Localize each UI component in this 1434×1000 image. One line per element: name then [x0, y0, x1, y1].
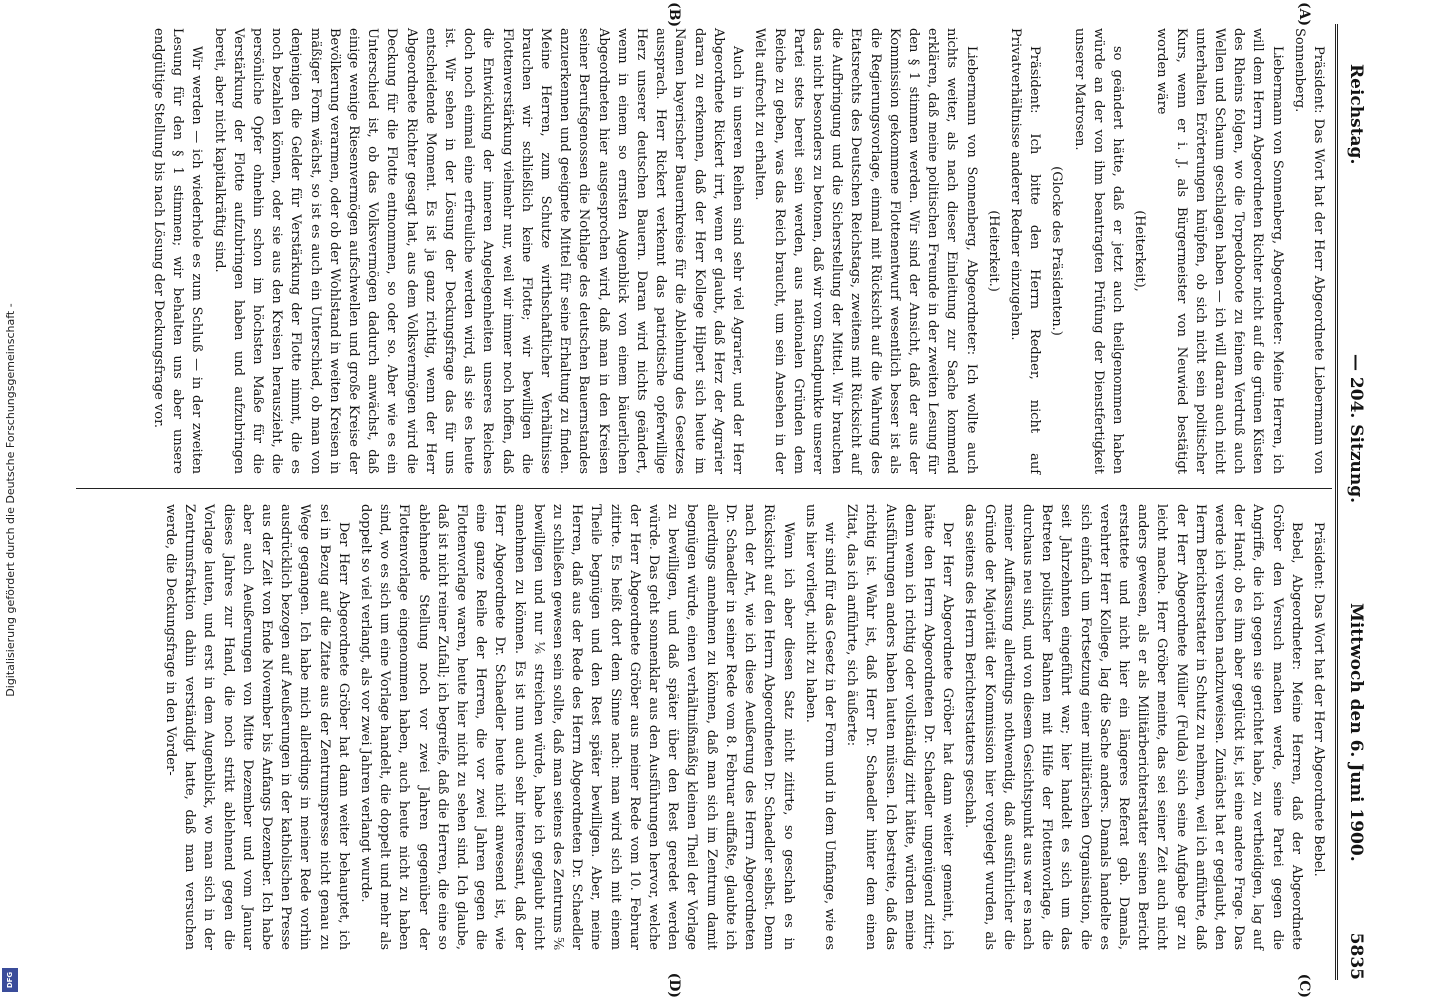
header-date [1346, 603, 1366, 980]
dfg-logo-text: DFG [6, 971, 14, 989]
header-rule [1335, 24, 1338, 980]
header-session: — 204. Sitzung. [1346, 354, 1366, 504]
left-column [146, 28, 1328, 474]
paragraph: Liebermann von Sonnenberg, Abgeordneter: Ich wollte auch nichts weiter, als nach dieser Einleitung zur Sache kommend erklären, daß meine politischen Freunde in der zweiten Lesung für den § 1 stimmen werden. Wir sind der Ansicht, daß der aus der Kommission gekommene Flottenentwurf wesentlich besser ist als die Regierungsvorlage, einmal mit Rücksicht auf die Wahrung des Etatsrechts des Deutschen Reichstags, zweitens mit Rücksicht auf die Aufbringung und die Sicherstellung der Mittel. Wir brauchen das nicht besonders zu betonen, daß wir vom Standpunkte unserer Partei stets bereit sein werden, aus nationalen Gründen dem Reiche zu geben, was das Reich braucht, um sein Ansehen in der Welt aufrecht zu erhalten. [752, 28, 979, 474]
paragraph: so geändert hätte, daß er jetzt auch theilgenommen haben würde an der von ihm beantragten Prüfung der Dienstfertigkeit unserer Matrosen. [1071, 28, 1125, 474]
dfg-logo [2, 968, 18, 992]
header-title: Reichstag. [1346, 64, 1366, 165]
header-date-text: Mittwoch den 6. Juni 1900. [1346, 603, 1366, 862]
margin-marker-a: (A) [1296, 2, 1312, 27]
column-divider [76, 488, 1332, 489]
paragraph: Auch in unseren Reihen sind sehr viel Agrarier, und der Herr Abgeordnete Rickert irrt, wenn er glaubt, daß Herz der Agrarier daran zu erkennen, daß der Herr Kollege Hilpert sich heute im Namen bayerischer Bauernkreise für die Ablehnung des Gesetzes aussprach. Herr Rickert verkennt das patriotische opferwillige Herz unserer deutschen Bauern. Daran wird nichts geändert, wenn in einem so ernsten Augenblick von einem bäuerlichen Abgeordneten hier ausgesprochen wird, daß man in den Kreisen seiner Berufsgenossen die Nothlage des deutschen Bauernstandes anzuerkennen und geeignete Mittel für seine Erhaltung zu finden. Meine Herren, zum Schutze wirthschaftlicher Verhältnisse brauchen wir schließlich keine Flotte; wir bewilligen die Flottenverstärkung vielmehr nur, weil wir immer noch hoffen, daß die Entwicklung der inneren Angelegenheiten unseres Reiches doch noch einmal eine erfreuliche werden wird, als sie es heute ist. Wir sehen in der Lösung der Deckungsfrage das für uns entscheidende Moment. Es ist ja ganz richtig, wenn der Herr Abgeordnete Richter gesagt hat, aus dem Volksvermögen wird die Deckung für die Flotte entnommen, so oder so. Aber wie es ein Unterschied ist, ob das Volksvermögen dadurch anwächst, daß einige wenige Riesenvermögen aufschwellen und große Kreise der Bevölkerung verarmen, oder ob der Wohlstand in weiten Kreisen in mäßiger Form wächst, so ist es auch ein Unterschied, ob man von denjenigen die Gelder für Verstärkung der Flotte nimmt, die es noch bezahlen können, oder sie aus den Kreisen herauszieht, die persönliche Opfer ohnehin schon im höchsten Maße für die Verstärkung der Flotte aufzubringen haben und aufzubringen bereit, aber nicht kapitalkräftig sind. [211, 28, 746, 474]
paragraph: (Heiterkeit), [1132, 210, 1148, 292]
paragraph: (Heiterkeit.) [985, 210, 1001, 292]
paragraph: Präsident: Ich bitte den Herrn Redner, nicht auf Privatverhältnisse anderer Redner einzugehen. [1007, 28, 1043, 474]
margin-marker-c: (C) [1296, 973, 1312, 998]
right-column [158, 504, 1328, 950]
page-number: 5835 [1346, 932, 1366, 980]
paragraph: wir sind für das Gesetz in der Form und in dem Umfange, wie es uns hier vorliegt, nicht zu haben. [802, 504, 837, 950]
margin-marker-b: (B) [666, 2, 682, 28]
paragraph: Der Herr Abgeordnete Gröber hat dann weiter behauptet, ich sei in Bezug auf die Zitate aus der Zentrumspresse nicht genau zu Wege gegangen. Ich habe mich allerdings in meiner Rede vorhin ausdrücklich bezogen auf Aeußerungen in der katholischen Presse aus der Zeit von Ende November bis Anfangs Dezember. Ich habe aber auch Aeußerungen von Mitte Dezember und vom Januar dieses Jahres zur Hand, die noch strikt ablehnend gegen die Vorlage lauten, und erst in dem Augenblick, wo man sich in der Zentrumsfraktion dahin verständigt hatte, daß man versuchen werde, die Deckungsfrage in den Vorder- [163, 504, 351, 950]
paragraph: Wenn ich aber diesen Satz nicht zitirte, so geschah es in Rücksicht auf den Herrn Abgeordneten Dr. Schaedler selbst. Denn nach der Art, wie ich diese Aeußerung des Herrn Abgeordneten Dr. Schaedler in seiner Rede vom 8. Februar auffaßte, glaubte ich allerdings annehmen zu können, daß man sich im Zentrum damit begnügen würde, einen verhältnißmäßig kleinen Theil der Vorlage zu bewilligen, und daß später über den Rest geredet werden würde. Das geht sonnenklar aus den Ausführungen hervor, welche der Herr Abgeordnete Gröber aus meiner Rede vom 10. Februar zitirte. Es heißt dort dem Sinne nach: man wird sich mit einem Theile begnügen und den Rest später bewilligen. Aber, meine Herren, daß aus der Rede des Herrn Abgeordneten Dr. Schaedler zu schließen gewesen sein sollte, daß man seitens des Zentrums ⅚ bewilligen und nur ⅙ streichen würde, habe ich geglaubt nicht annehmen zu können. Es ist nun auch sehr interessant, daß der Herr Abgeordnete Dr. Schaedler heute nicht anwesend ist, wie eine ganze Reihe der Herren, die vor zwei Jahren gegen die Flottenvorlage waren, heute hier nicht zu sehen sind. Ich glaube, daß ist nicht reiner Zufall; ich begreife, daß die Herren, die eine so ablehnende Stellung noch vor zwei Jahren gegenüber der Flottenvorlage eingenommen haben, auch heute nicht zu haben sind, wo es sich um eine Vorlage handelt, die doppelt und mehr als doppelt so viel verlangt, als vor zwei Jahren verlangt wurde. [358, 504, 796, 950]
paragraph: Liebermann von Sonnenberg, Abgeordneter: Meine Herren, ich will dem Herrn Abgeordneten Richter nicht auf die grünen Küsten des Rheins folgen, wo die Torpedoboote zu feinem Verdruß auch Wellen und Schaum geschlagen haben — ich will daran auch nicht unterhalten Erörterungen knüpfen, ob sich nicht sein politischer Kurs, wenn er i. J. als Bürgermeister von Neuwied bestätigt worden wäre [1154, 28, 1285, 474]
newspaper-page [52, 2, 1382, 998]
page-header [1342, 24, 1372, 980]
paragraph: (Glocke des Präsidenten.) [1049, 166, 1065, 336]
paragraph: Präsident: Das Wort hat der Herr Abgeordnete Liebermann von Sonnenberg. [1291, 28, 1326, 474]
paragraph: Bebel, Abgeordneter: Meine Herren, daß der Abgeordnete Gröber den Versuch machen werde, seine Partei gegen die Angriffe, die ich gegen sie gerichtet habe, zu vertheidigen, lag auf der Hand; ob es ihm aber geglückt ist, ist eine andere Frage. Das werde ich versuchen nachzuweisen. Zunächst hat er geglaubt, den Herrn Berichterstatter in Schutz zu nehmen, weil ich anführte, daß der Herr Abgeordnete Müller (Fulda) sich seine Aufgabe gar zu leicht mache. Herr Gröber meinte, das sei seiner Zeit auch nicht anders gewesen, als er als Militärberichterstatter seinen Bericht erstattete und nicht hier ein längeres Referat gab. Damals, verehrter Herr Kollege, lag die Sache anders. Damals handelte es sich einfach um Fortsetzung einer militärischen Organisation, die seit Jahrzehnten eingeführt war; hier handelt es sich um das Betreten politischer Bahnen mit Hilfe der Flottenvorlage, die durchaus neu sind, und von diesem Gesichtspunkt aus war es nach meiner Auffassung allerdings nothwendig, daß ausführlicher die Gründe der Majorität der Kommission hier vorgelegt wurden, als das seitens des Herrn Berichterstatters geschah. [962, 504, 1304, 950]
paragraph: Der Herr Abgeordnete Gröber hat dann weiter gemeint, ich hätte den Herrn Abgeordneten Dr. Schaedler ungenügend zitirt; denn wenn ich richtig oder vollständig zitirt hätte, würden meine Ausführungen anders haben lauten müssen. Ich bestreite, daß das richtig ist. Wahr ist, daß Herr Dr. Schaedler hinter dem einen Zitat, das ich anführte, sich äußerte: [844, 504, 956, 950]
margin-marker-d: (D) [666, 972, 682, 998]
credit-text: Digitalisierung gefördert durch die Deutsche Forschungsgemeinschaft - [4, 303, 17, 697]
paragraph: Wir werden — ich wiederhole es zum Schluß — in der zweiten Lesung für den § 1 stimmen; wir behalten uns aber unsere endgültige Stellung bis nach Lösung der Deckungsfrage vor. [151, 28, 205, 474]
digitization-credit [2, 0, 20, 1000]
paragraph: Präsident: Das Wort hat der Herr Abgeordnete Bebel. [1311, 522, 1326, 877]
